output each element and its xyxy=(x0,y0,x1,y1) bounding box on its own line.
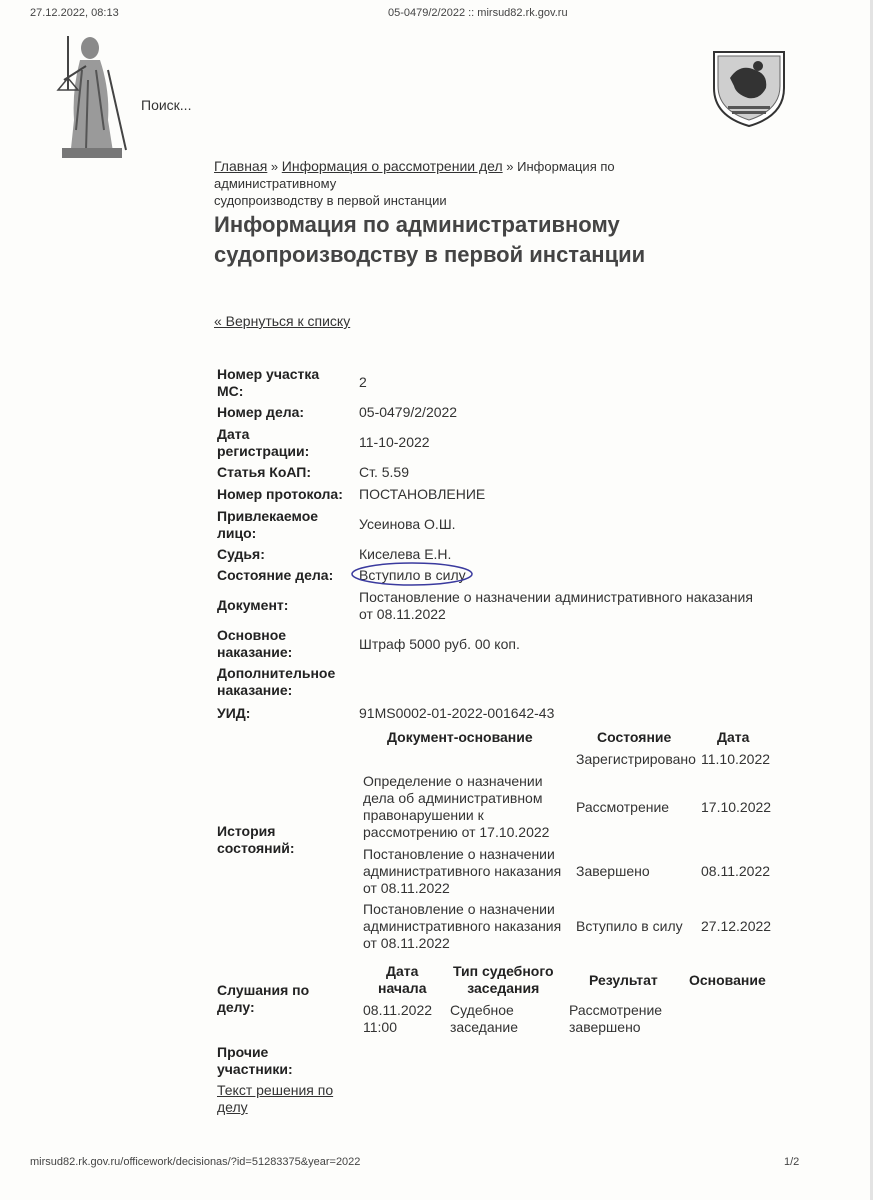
breadcrumb-current: судопроизводству в первой инстанции xyxy=(214,193,447,208)
breadcrumb xyxy=(214,158,734,209)
print-page-title: 05-0479/2/2022 :: mirsud82.rk.gov.ru xyxy=(388,7,568,19)
others-label: Прочие участники: xyxy=(217,1044,293,1077)
history-row-date: 17.10.2022 xyxy=(701,799,772,815)
print-footer-page: 1/2 xyxy=(784,1156,800,1168)
uchastok-value: 2 xyxy=(359,374,367,390)
hearing-result: Рассмотрение завершено xyxy=(569,1002,663,1035)
status-value: Вступило в силу xyxy=(359,567,466,583)
judge-label: Судья: xyxy=(217,546,265,562)
search-input[interactable]: Поиск... xyxy=(141,97,192,113)
uchastok-label: Номер участка МС: xyxy=(217,366,320,399)
hearings-label: Слушания по делу: xyxy=(217,982,310,1015)
history-row-state: Рассмотрение xyxy=(576,799,670,815)
status-label: Состояние дела: xyxy=(217,567,334,583)
hearings-header-result: Результат xyxy=(589,972,658,988)
hearings-header-basis: Основание xyxy=(689,972,766,988)
decision-text-link[interactable]: Текст решения по делу xyxy=(217,1082,334,1115)
history-row-doc: Постановление о назначении административного наказания от 08.11.2022 xyxy=(363,901,562,951)
registration-label: Дата регистрации: xyxy=(217,426,310,459)
history-row-date: 08.11.2022 xyxy=(701,863,771,879)
uid-value: 91MS0002-01-2022-001642-43 xyxy=(359,705,555,721)
judge-value: Киселева Е.Н. xyxy=(359,546,452,562)
hearing-datetime: 08.11.2022 11:00 xyxy=(363,1002,433,1035)
pen-circle-mark xyxy=(349,560,475,588)
document-label: Документ: xyxy=(217,597,289,613)
hearings-header-start: Дата начала xyxy=(378,963,427,996)
history-row-date: 27.12.2022 xyxy=(701,918,772,934)
history-header-state: Состояние xyxy=(597,729,672,745)
penalty-value: Штраф 5000 руб. 00 коп. xyxy=(359,636,520,652)
history-label: История состояний: xyxy=(217,823,295,856)
history-row-state: Зарегистрировано xyxy=(576,751,696,767)
print-datetime: 27.12.2022, 08:13 xyxy=(30,7,119,19)
breadcrumb-separator: » xyxy=(506,159,514,174)
breadcrumb-current: Информация по административному xyxy=(214,159,615,191)
article-label: Статья КоАП: xyxy=(217,464,312,480)
penalty-label: Основное наказание: xyxy=(217,627,293,660)
protocol-value: ПОСТАНОВЛЕНИЕ xyxy=(359,486,486,502)
extra-penalty-label: Дополнительное наказание: xyxy=(217,665,336,698)
print-footer-url: mirsud82.rk.gov.ru/officework/decisionas/?id=51283375&year=2022 xyxy=(30,1156,361,1168)
protocol-label: Номер протокола: xyxy=(217,486,343,502)
back-to-list-link[interactable]: « Вернуться к списку xyxy=(214,313,351,329)
history-row-doc: Определение о назначении дела об административном правонарушении к рассмотрению от 17.10.2022 xyxy=(363,773,550,840)
breadcrumb-separator: » xyxy=(270,159,279,174)
document-value: Постановление о назначении административного наказания от 08.11.2022 xyxy=(359,589,753,622)
breadcrumb-section-link[interactable]: Информация о рассмотрении дел xyxy=(281,158,503,174)
themis-logo xyxy=(52,30,130,160)
hearings-header-type: Тип судебного заседания xyxy=(453,963,554,996)
hearing-type: Судебное заседание xyxy=(450,1002,518,1035)
person-label: Привлекаемое лицо: xyxy=(217,508,319,541)
case-number-label: Номер дела: xyxy=(217,404,305,420)
history-row-state: Завершено xyxy=(576,863,650,879)
crimea-emblem xyxy=(710,48,788,128)
person-value: Усеинова О.Ш. xyxy=(359,516,456,532)
case-number-value: 05-0479/2/2022 xyxy=(359,404,458,420)
breadcrumb-home-link[interactable]: Главная xyxy=(214,158,268,174)
article-value: Ст. 5.59 xyxy=(359,464,409,480)
history-header-date: Дата xyxy=(717,729,750,745)
history-row-doc: Постановление о назначении административного наказания от 08.11.2022 xyxy=(363,846,562,896)
history-row-date: 11.10.2022 xyxy=(701,751,771,767)
history-row-state: Вступило в силу xyxy=(576,918,683,934)
registration-value: 11-10-2022 xyxy=(359,434,430,450)
uid-label: УИД: xyxy=(217,705,251,721)
page-title: Информация по административному судопроизводству в первой инстанции xyxy=(214,212,646,267)
history-header-doc: Документ-основание xyxy=(387,729,533,745)
